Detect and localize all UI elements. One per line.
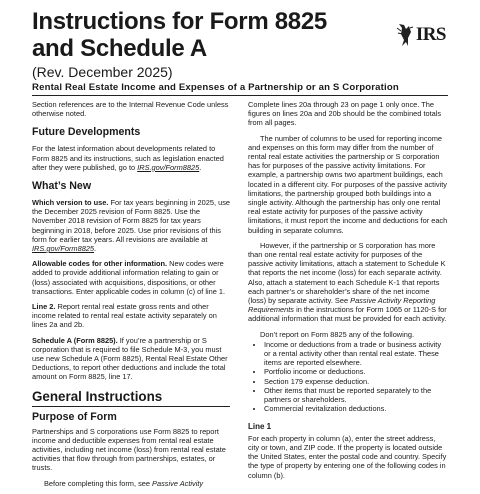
which-version-paragraph: Which version to use. For tax years beginning in 2025, use the December 2025 revision of Form 8825. Use the November 2018 revision of Form 8825 for tax years beginning in 2018, before 2025. Use prior revisions of this form for earlier tax years. All revisions are available at IRS.gov/Form8825. bbox=[32, 198, 231, 254]
irs-logo-text: IRS bbox=[415, 24, 446, 45]
intro-text: Section references are to the Internal Revenue Code unless otherwise noted. bbox=[32, 100, 229, 119]
whats-new-heading: What’s New bbox=[32, 180, 92, 193]
allowable-codes-paragraph: Allowable codes for other information. New codes were added to provide additional information relating to gain or (loss) associated with acquisitions, dispositions, or other transactions. Enter applicable codes in column (c) of line 1. bbox=[32, 259, 226, 296]
line1-heading: Line 1 bbox=[248, 421, 272, 431]
title-line-2: and Schedule A bbox=[32, 35, 207, 62]
purpose-heading: Purpose of Form bbox=[32, 410, 117, 423]
irs-logo bbox=[396, 22, 446, 48]
passive-activity-ref: Passive Activity bbox=[152, 478, 204, 488]
section-rule bbox=[32, 406, 230, 407]
future-developments-heading: Future Developments bbox=[32, 126, 141, 139]
document-title bbox=[32, 8, 327, 62]
left-column bbox=[32, 100, 230, 494]
right-para-1: Complete lines 20a through 23 on page 1 only once. The figures on lines 20a and 20b should be the combined totals from all pages. bbox=[248, 100, 442, 128]
right-para-4: Don’t report on Form 8825 any of the following. bbox=[260, 329, 415, 339]
list-item: • Other items that must be reported separately to the partners or shareholders. bbox=[264, 386, 448, 404]
form-subtitle: Rental Real Estate Income and Expenses of a Partnership or an S Corporation bbox=[32, 82, 399, 93]
general-instructions-heading: General Instructions bbox=[32, 388, 163, 404]
list-item: • Commercial revitalization deductions. bbox=[264, 404, 448, 413]
excluded-items-list bbox=[248, 340, 448, 414]
schedule-a-paragraph: Schedule A (Form 8825). If you’re a partnership or S corporation that is required to file Schedule M-3, you must use new Schedule A (Form 8825), Rental Real Estate Other Deductions, to report other deductions and include the total amount on Form 8825, line 17. bbox=[32, 335, 228, 382]
line1-text: For each property in column (a), enter the street address, city or town, and ZIP code. If the property is located outside the United States, enter the postal code and country. Specify the type of property by entering one of the following codes in column (b). bbox=[248, 433, 447, 480]
header-rule bbox=[32, 95, 448, 96]
form8825-link-2[interactable]: IRS.gov/Form8825 bbox=[32, 244, 95, 254]
list-item: • Section 179 expense deduction. bbox=[264, 377, 448, 386]
list-item: • Income or deductions from a trade or business activity or a rental activity other than rental real estate. These items are reported elsewhere. bbox=[264, 340, 448, 368]
future-developments-text: For the latest information about developments related to Form 8825 and its instructions, such as legislation enacted after they were published, go to IRS.gov/Form8825. bbox=[32, 144, 224, 172]
right-para-3: However, if the partnership or S corporation has more than one rental real estate activity for purposes of the passive activity limitations, attach a statement to Schedule K that reports the net income (loss) for each separate activity. Also, attach a statement to each Schedule K-1 that reports each partner’s or shareholder’s share of the net income (loss) by separate activity. See Passive Activity Reporting Requirements in the instructions for Form 1065 or 1120-S for additional information that must be provided for each activity. bbox=[248, 240, 447, 324]
line2-paragraph: Line 2. Report rental real estate gross rents and other income related to rental real estate activity separately on lines 2a and 2b. bbox=[32, 302, 217, 330]
title-line-1: Instructions for Form 8825 bbox=[32, 8, 327, 35]
list-item: • Portfolio income or deductions. bbox=[264, 367, 448, 376]
right-para-2: The number of columns to be used for reporting income and expenses on this form may differ from the number of rental real estate activities the partnership or S corporation has for purposes of the passive activity limitations. For example, a partnership owns two apartment buildings, each located in a different city. For purposes of the passive activity limitations, the partnership grouped both buildings into a single activity. Although the partnership has only one rental real estate activity for purposes of the passive activity limitations, it must report the income and deductions for each building in separate columns. bbox=[248, 133, 448, 235]
revision-date: (Rev. December 2025) bbox=[32, 64, 173, 80]
eagle-icon bbox=[396, 22, 414, 48]
form8825-link[interactable]: IRS.gov/Form8825 bbox=[137, 162, 200, 172]
right-column bbox=[248, 100, 448, 486]
purpose-text: Partnerships and S corporations use Form 8825 to report income and deductible expenses from rental real estate activities, including net income (loss) from rental real estate activities that flow through from partnerships, estates, or trusts. bbox=[32, 426, 226, 473]
before-completing-text: Before completing this form, see Passive Activity bbox=[44, 478, 204, 488]
